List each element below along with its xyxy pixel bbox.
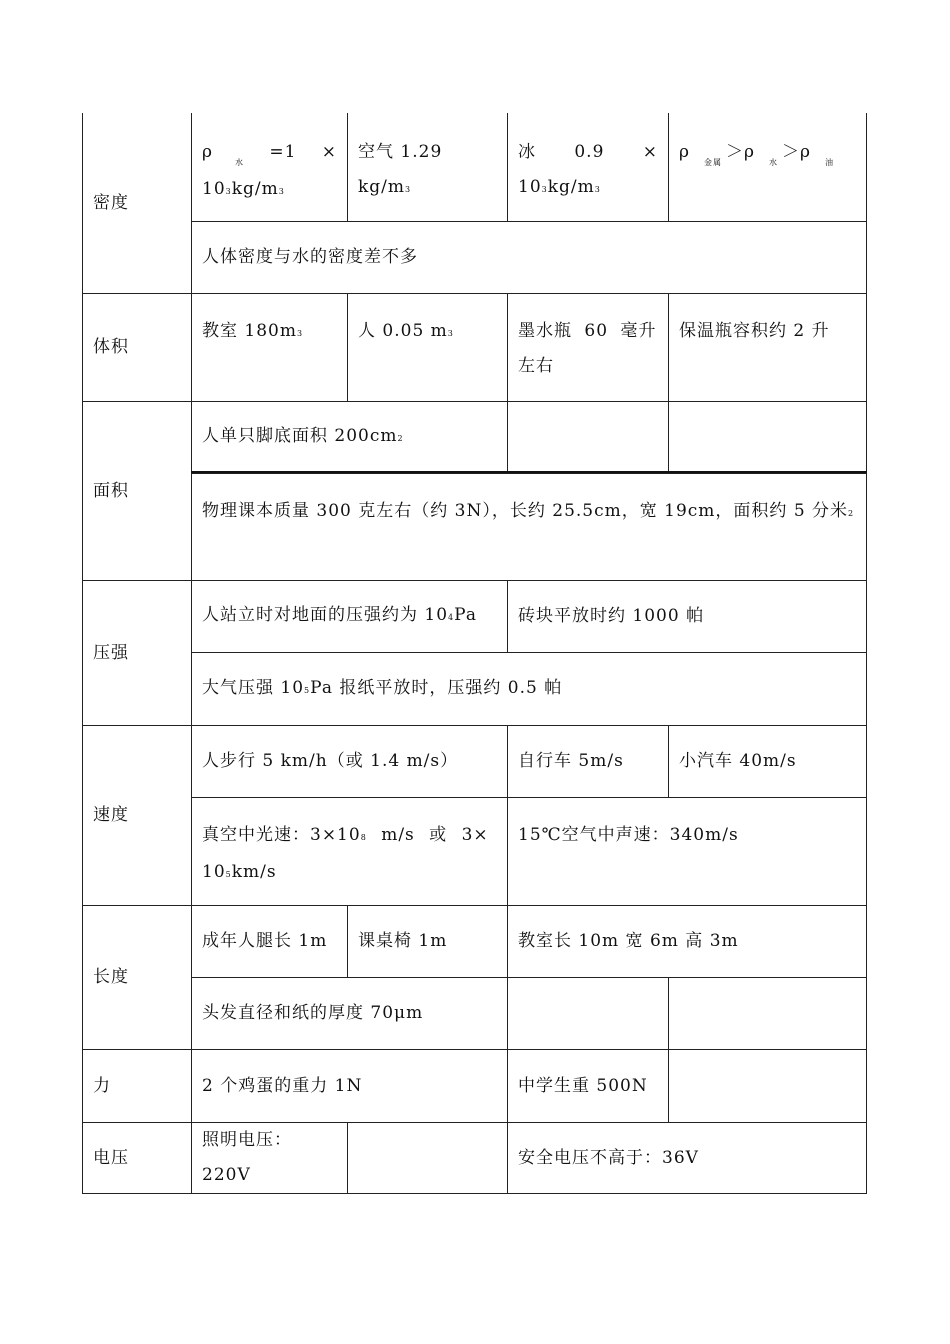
speed-walk-cell: 人步行 5 km/h（或 1.4 m/s） xyxy=(191,725,508,798)
density-ice-cell: 冰 0.9 × 103kg/m3 xyxy=(507,113,669,222)
volume-label-cell: 体积 xyxy=(82,293,192,402)
voltage-lighting-cell: 照明电压：220V xyxy=(191,1122,348,1194)
volume-classroom-cell: 教室 180m3 xyxy=(191,293,348,402)
speed-light-cell: 真空中光速：3×108 m/s 或 3× 105km/s xyxy=(191,797,508,906)
length-classroom-cell: 教室长 10m 宽 6m 高 3m xyxy=(507,905,867,978)
volume-person-cell: 人 0.05 m3 xyxy=(347,293,508,402)
speed-label-cell: 速度 xyxy=(82,725,192,906)
area-foot-cell: 人单只脚底面积 200cm2 xyxy=(191,401,508,474)
density-water-line2: 103kg/m3 xyxy=(202,179,285,199)
pressure-label-cell: 压强 xyxy=(82,580,192,726)
force-empty-cell xyxy=(668,1049,867,1123)
length-desk-cell: 课桌椅 1m xyxy=(347,905,508,978)
density-note-cell: 人体密度与水的密度差不多 xyxy=(191,221,867,294)
density-water-line1: $\rho_水$ =1 × xyxy=(202,142,337,167)
length-label-cell: 长度 xyxy=(82,905,192,1050)
voltage-label-cell: 电压 xyxy=(82,1122,192,1194)
length-leg-cell: 成年人腿长 1m xyxy=(191,905,348,978)
density-air-cell: 空气 1.29 kg/m3 xyxy=(347,113,508,222)
density-compare-cell: $\rho_{金属}>\rho_水>\rho_油$ xyxy=(668,113,867,222)
length-empty-cell-2 xyxy=(668,977,867,1050)
density-water-cell xyxy=(191,113,348,222)
pressure-brick-cell: 砖块平放时约 1000 帕 xyxy=(507,580,867,653)
force-eggs-cell: 2 个鸡蛋的重力 1N xyxy=(191,1049,508,1123)
speed-car-cell: 小汽车 40m/s xyxy=(668,725,867,798)
area-empty-cell-2 xyxy=(668,401,867,474)
length-empty-cell-1 xyxy=(507,977,669,1050)
density-label-cell xyxy=(82,113,192,294)
force-label-cell: 力 xyxy=(82,1049,192,1123)
length-hair-cell: 头发直径和纸的厚度 70μm xyxy=(191,977,508,1050)
voltage-empty-cell xyxy=(347,1122,508,1194)
area-book-cell: 物理课本质量 300 克左右（约 3N），长约 25.5cm，宽 19cm，面积约 5 分米2 xyxy=(191,473,867,581)
speed-sound-cell: 15℃空气中声速：340m/s xyxy=(507,797,867,906)
force-student-cell: 中学生重 500N xyxy=(507,1049,669,1123)
volume-thermos-cell: 保温瓶容积约 2 升 xyxy=(668,293,867,402)
speed-bike-cell: 自行车 5m/s xyxy=(507,725,669,798)
density-label: 密度 xyxy=(93,192,129,213)
voltage-safe-cell: 安全电压不高于：36V xyxy=(507,1122,867,1194)
volume-ink-cell: 墨水瓶 60 毫升左右 xyxy=(507,293,669,402)
pressure-atmos-cell: 大气压强 105Pa 报纸平放时，压强约 0.5 帕 xyxy=(191,652,867,726)
area-label-cell: 面积 xyxy=(82,401,192,581)
pressure-standing-cell: 人站立时对地面的压强约为 104Pa xyxy=(191,580,508,653)
area-empty-cell-1 xyxy=(507,401,669,474)
